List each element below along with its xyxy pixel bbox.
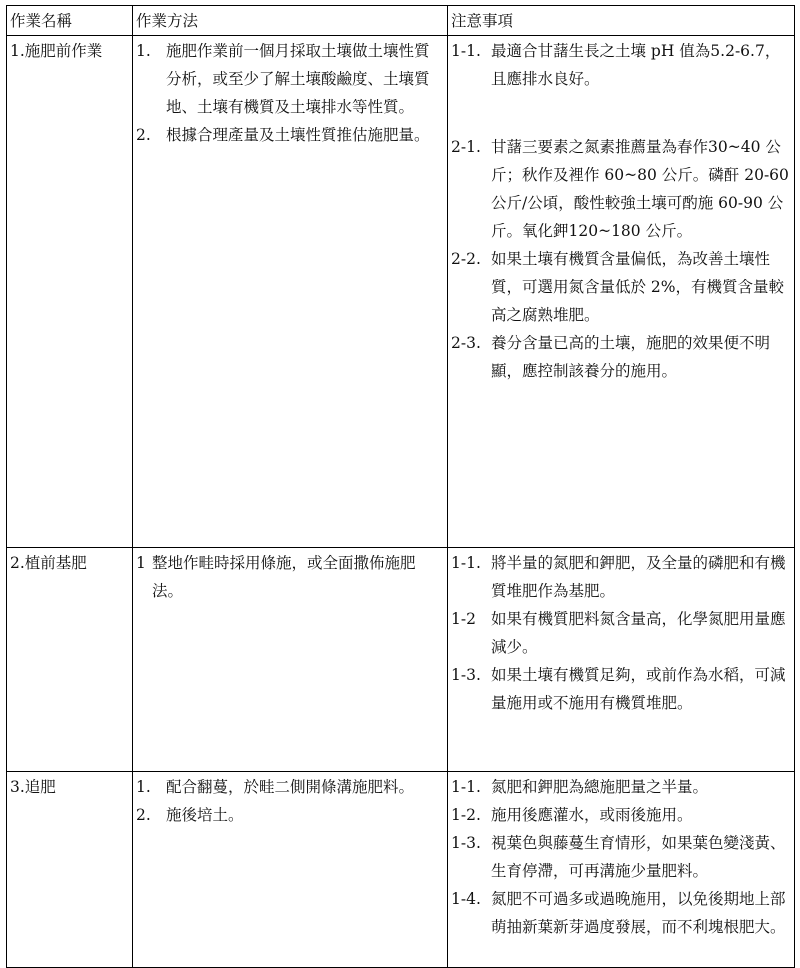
header-task-name: 作業名稱 xyxy=(7,6,133,36)
note-text: 氮肥不可過多或過晚施用，以免後期地上部萌抽新葉新芽過度發展，而不利塊根肥大。 xyxy=(491,890,786,936)
method-text: 施後培土。 xyxy=(166,806,244,824)
note-text: 如果土壤有機質含量偏低，為改善土壤性質，可選用氮含量低於 2%，有機質含量較高之腐熟堆肥。 xyxy=(491,250,785,324)
note-number: 2-2. xyxy=(451,250,481,268)
note-item xyxy=(451,885,791,941)
note-number: 1-1. xyxy=(451,778,481,796)
note-item xyxy=(451,329,791,385)
note-item xyxy=(451,661,791,717)
note-text: 氮肥和鉀肥為總施肥量之半量。 xyxy=(491,778,709,796)
method-text: 根據合理產量及土壤性質推估施肥量。 xyxy=(166,126,430,144)
table-row xyxy=(7,772,795,968)
note-item xyxy=(451,245,791,329)
note-text: 最適合甘藷生長之土壤 pH 值為5.2-6.7，且應排水良好。 xyxy=(491,42,781,88)
note-item xyxy=(451,605,791,661)
fertilization-table xyxy=(6,5,795,968)
method-item xyxy=(136,801,444,829)
note-item xyxy=(451,133,791,245)
note-text: 養分含量已高的土壤，施肥的效果便不明顯，應控制該養分的施用。 xyxy=(491,334,771,380)
note-number: 2-1. xyxy=(451,138,481,156)
note-item xyxy=(451,549,791,605)
note-item xyxy=(451,37,791,93)
method-number: 2. xyxy=(136,806,151,824)
note-number: 1-4. xyxy=(451,890,481,908)
notes-cell xyxy=(448,772,795,968)
note-number: 1-3. xyxy=(451,666,481,684)
method-item xyxy=(136,37,444,121)
task-name-cell: 2.植前基肥 xyxy=(7,548,133,772)
method-item xyxy=(136,121,444,149)
method-number: 1. xyxy=(136,42,151,60)
note-text: 如果有機質肥料氮含量高，化學氮肥用量應減少。 xyxy=(491,610,786,656)
header-notes: 注意事項 xyxy=(448,6,795,36)
note-item xyxy=(451,801,791,829)
method-number: 2. xyxy=(136,126,151,144)
notes-cell xyxy=(448,548,795,772)
method-text: 配合翻蔓，於畦二側開條溝施肥料。 xyxy=(166,778,415,796)
note-number: 1-1. xyxy=(451,554,481,572)
method-cell xyxy=(133,36,448,548)
spacer xyxy=(451,93,791,133)
note-text: 甘藷三要素之氮素推薦量為春作30~40 公斤；秋作及裡作 60~80 公斤。磷酐 20-60 公斤/公頃，酸性較強土壤可酌施 60-90 公斤。氧化鉀120~180 公斤。 xyxy=(491,138,789,240)
task-name-cell: 3.追肥 xyxy=(7,772,133,968)
method-text: 施肥作業前一個月採取土壤做土壤性質分析，或至少了解土壤酸鹼度、土壤質地、土壤有機質及土壤排水等性質。 xyxy=(166,42,430,116)
note-item xyxy=(451,773,791,801)
method-number: 1. xyxy=(136,778,151,796)
header-method: 作業方法 xyxy=(133,6,448,36)
method-cell xyxy=(133,772,448,968)
note-number: 2-3. xyxy=(451,334,481,352)
method-text: 整地作畦時採用條施，或全面撒佈施肥法。 xyxy=(152,554,416,600)
note-item xyxy=(451,829,791,885)
method-item xyxy=(136,773,444,801)
table-row xyxy=(7,36,795,548)
method-item xyxy=(136,549,444,605)
method-cell xyxy=(133,548,448,772)
note-text: 施用後應灌水，或雨後施用。 xyxy=(491,806,693,824)
note-text: 視葉色與藤蔓生育情形，如果葉色變淺黃、生育停滯，可再溝施少量肥料。 xyxy=(491,834,786,880)
note-number: 1-2 xyxy=(451,610,476,628)
table-header-row xyxy=(7,6,795,36)
note-number: 1-3. xyxy=(451,834,481,852)
note-number: 1-1. xyxy=(451,42,481,60)
task-name-cell: 1.施肥前作業 xyxy=(7,36,133,548)
note-number: 1-2. xyxy=(451,806,481,824)
note-text: 將半量的氮肥和鉀肥，及全量的磷肥和有機質堆肥作為基肥。 xyxy=(491,554,786,600)
notes-cell xyxy=(448,36,795,548)
method-number: 1 xyxy=(136,554,146,572)
note-text: 如果土壤有機質足夠，或前作為水稻，可減量施用或不施用有機質堆肥。 xyxy=(491,666,786,712)
table-row xyxy=(7,548,795,772)
